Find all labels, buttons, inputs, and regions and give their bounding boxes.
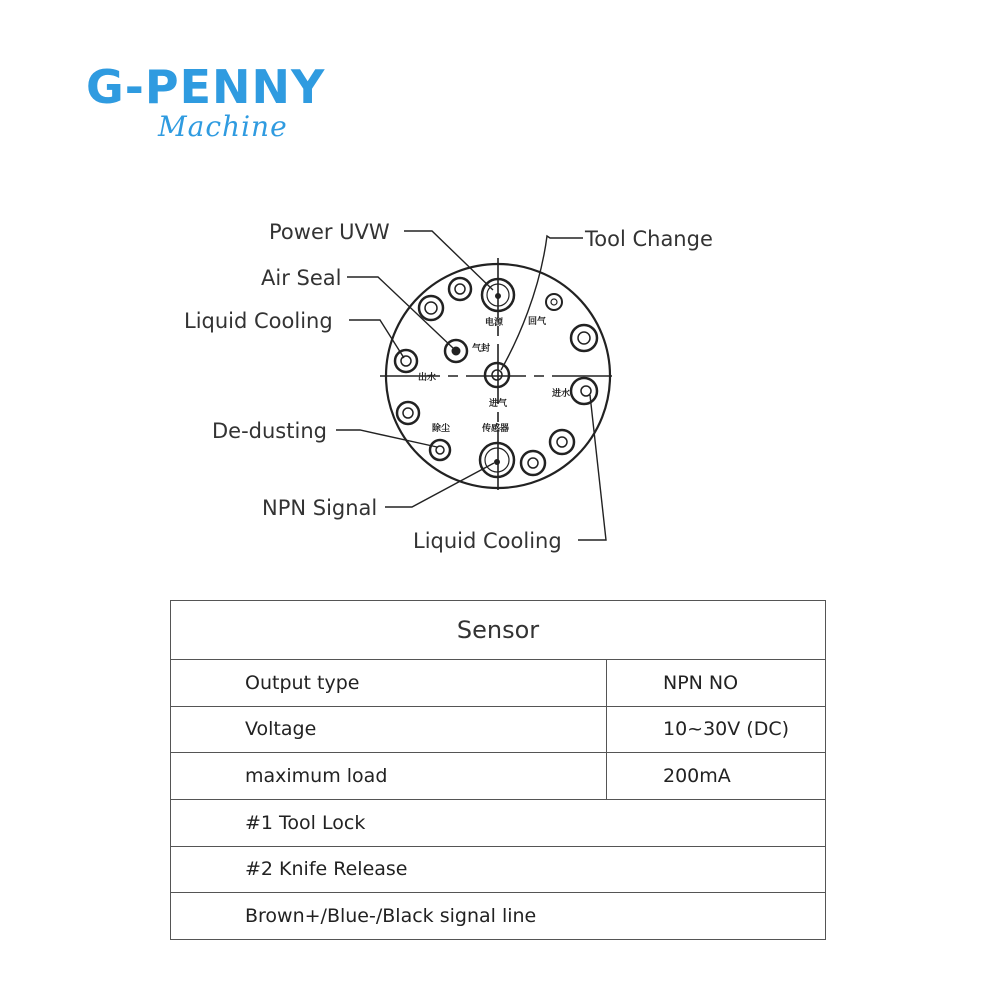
port-bottom-right bbox=[521, 451, 545, 475]
port-center bbox=[485, 363, 509, 387]
port-mark-power: 电源 bbox=[485, 318, 504, 328]
port-marks bbox=[418, 315, 570, 434]
label-power-uvw: Power UVW bbox=[269, 220, 390, 244]
leader-npn-signal bbox=[385, 463, 494, 507]
row-value: NPN NO bbox=[607, 659, 826, 706]
label-tool-change: Tool Change bbox=[585, 227, 713, 251]
leader-lines bbox=[336, 231, 606, 540]
leader-air-seal bbox=[347, 277, 453, 348]
port-tool-change-top bbox=[546, 294, 562, 310]
note-text: #1 Tool Lock bbox=[171, 799, 826, 846]
label-air-seal: Air Seal bbox=[261, 266, 342, 290]
row-key: Output type bbox=[171, 659, 607, 706]
port-mark-back-air: 回气 bbox=[528, 317, 547, 327]
table-title: Sensor bbox=[171, 601, 826, 660]
label-de-dusting: De-dusting bbox=[212, 419, 327, 443]
port-mark-air-in: 进气 bbox=[489, 399, 508, 409]
leader-tool-change bbox=[501, 236, 583, 370]
row-key: maximum load bbox=[171, 753, 607, 800]
row-value: 200mA bbox=[607, 753, 826, 800]
port-top-1 bbox=[449, 278, 471, 300]
callout-labels bbox=[184, 220, 713, 553]
leader-liquid-cooling-left bbox=[349, 320, 404, 358]
port-upper-right bbox=[571, 325, 597, 351]
port-left-lower bbox=[397, 402, 419, 424]
port-liquid-cooling-right bbox=[571, 378, 597, 404]
port-upper-left bbox=[419, 296, 443, 320]
table-row bbox=[171, 706, 826, 753]
table-note-row bbox=[171, 799, 826, 846]
table-header-row bbox=[171, 601, 826, 660]
row-value: 10~30V (DC) bbox=[607, 706, 826, 753]
logo-sub-text: Machine bbox=[158, 110, 288, 143]
label-liquid-cooling-bottom: Liquid Cooling bbox=[413, 529, 562, 553]
port-right-lower bbox=[550, 430, 574, 454]
table-row bbox=[171, 659, 826, 706]
table-note-row bbox=[171, 893, 826, 940]
table-row bbox=[171, 753, 826, 800]
port-liquid-cooling-left bbox=[395, 350, 417, 372]
label-npn-signal: NPN Signal bbox=[262, 496, 378, 520]
sensor-spec-table bbox=[170, 600, 826, 940]
label-liquid-cooling-top: Liquid Cooling bbox=[184, 309, 333, 333]
leader-power-uvw bbox=[404, 231, 493, 290]
row-key: Voltage bbox=[171, 706, 607, 753]
port-mark-water-in: 进水 bbox=[552, 389, 571, 399]
leader-de-dusting bbox=[336, 430, 437, 447]
port-mark-air-seal: 气封 bbox=[472, 344, 491, 354]
port-de-dusting bbox=[430, 440, 450, 460]
port-mark-water-out: 出水 bbox=[418, 373, 437, 383]
port-mark-sensor: 传感器 bbox=[482, 424, 510, 434]
table-note-row bbox=[171, 846, 826, 893]
port-mark-dust: 除尘 bbox=[432, 424, 451, 434]
logo-brand-text: G-PENNY bbox=[86, 60, 326, 114]
note-text: #2 Knife Release bbox=[171, 846, 826, 893]
note-text: Brown+/Blue-/Black signal line bbox=[171, 893, 826, 940]
port-npn-signal bbox=[480, 443, 514, 477]
